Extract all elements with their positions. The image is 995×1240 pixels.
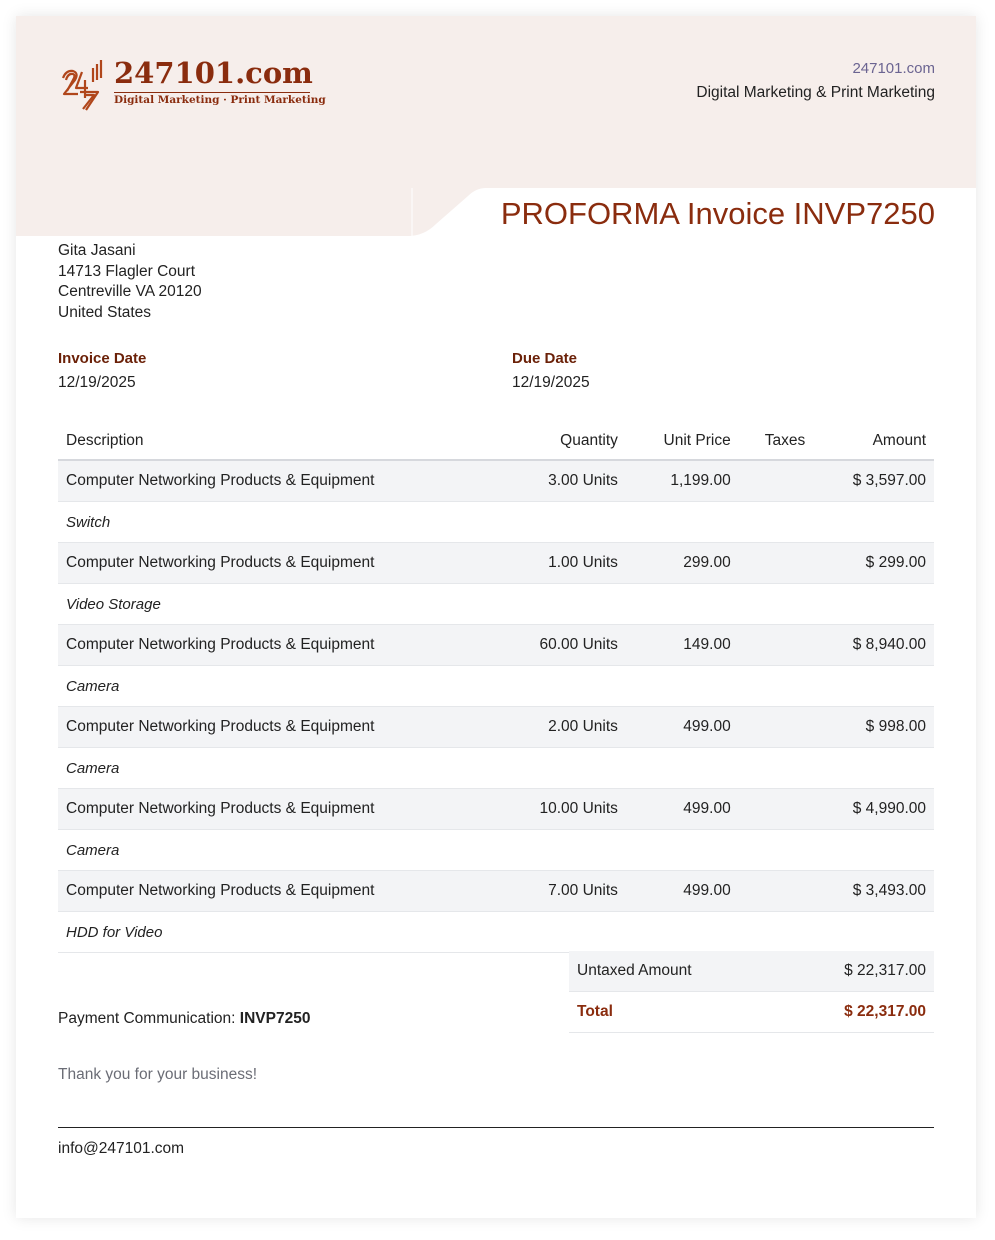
cell-description: Computer Networking Products & Equipment — [58, 543, 506, 584]
due-date-label: Due Date — [512, 350, 578, 367]
table-note-row — [58, 748, 934, 789]
cell-amount: $ 4,990.00 — [813, 789, 934, 830]
invoice-lines-table — [58, 423, 934, 953]
cell-unit-price: 499.00 — [626, 871, 739, 912]
cell-taxes — [739, 625, 814, 666]
untaxed-label: Untaxed Amount — [569, 951, 778, 992]
cell-taxes — [739, 789, 814, 830]
cell-description: Computer Networking Products & Equipment — [58, 789, 506, 830]
cell-taxes — [739, 871, 814, 912]
line-note: Switch — [58, 502, 934, 543]
cell-quantity: 1.00 Units — [506, 543, 626, 584]
cell-description: Computer Networking Products & Equipment — [58, 625, 506, 666]
company-tagline: Digital Marketing & Print Marketing — [696, 84, 935, 101]
due-date-value: 12/19/2025 — [512, 374, 590, 391]
customer-street: 14713 Flagler Court — [58, 262, 195, 280]
cell-unit-price: 299.00 — [626, 543, 739, 584]
logo-tagline: Digital Marketing · Print Marketing — [114, 94, 326, 106]
footer-email[interactable]: info@247101.com — [58, 1140, 185, 1157]
cell-description: Computer Networking Products & Equipment — [58, 460, 506, 502]
cell-amount: $ 3,597.00 — [813, 460, 934, 502]
line-note: Video Storage — [58, 584, 934, 625]
cell-unit-price: 499.00 — [626, 789, 739, 830]
cell-unit-price: 1,199.00 — [626, 460, 739, 502]
invoice-title: PROFORMA Invoice INVP7250 — [500, 196, 935, 231]
cell-unit-price: 149.00 — [626, 625, 739, 666]
cell-quantity: 7.00 Units — [506, 871, 626, 912]
customer-address — [58, 241, 202, 323]
col-header-quantity: Quantity — [506, 423, 626, 460]
footer-divider — [58, 1127, 934, 1128]
payment-reference: INVP7250 — [239, 1010, 311, 1027]
untaxed-row — [569, 951, 934, 992]
cell-amount: $ 998.00 — [813, 707, 934, 748]
invoice-date-label: Invoice Date — [58, 350, 147, 367]
company-logo — [60, 56, 326, 116]
thank-you-note: Thank you for your business! — [58, 1066, 258, 1083]
customer-city: Centreville VA 20120 — [58, 283, 202, 300]
cell-taxes — [739, 707, 814, 748]
table-note-row — [58, 830, 934, 871]
cell-description: Computer Networking Products & Equipment — [58, 871, 506, 912]
table-row — [58, 707, 934, 748]
cell-amount: $ 8,940.00 — [813, 625, 934, 666]
cell-quantity: 2.00 Units — [506, 707, 626, 748]
cell-quantity: 60.00 Units — [506, 625, 626, 666]
invoice-date-block — [58, 350, 146, 393]
logo-rule — [114, 92, 310, 93]
table-row — [58, 871, 934, 912]
col-header-taxes: Taxes — [739, 423, 814, 460]
table-row — [58, 543, 934, 584]
line-note: Camera — [58, 748, 934, 789]
table-header-row — [58, 423, 934, 460]
customer-name: Gita Jasani — [58, 242, 136, 259]
cell-unit-price: 499.00 — [626, 707, 739, 748]
company-website[interactable]: 247101.com — [852, 60, 935, 77]
table-note-row — [58, 502, 934, 543]
cell-description: Computer Networking Products & Equipment — [58, 707, 506, 748]
payment-communication — [58, 1010, 310, 1028]
total-row — [569, 992, 934, 1033]
table-row — [58, 460, 934, 502]
cell-amount: $ 299.00 — [813, 543, 934, 584]
line-note: Camera — [58, 830, 934, 871]
due-date-block — [512, 350, 590, 393]
untaxed-value: $ 22,317.00 — [778, 951, 934, 992]
table-row — [58, 625, 934, 666]
col-header-amount: Amount — [813, 423, 934, 460]
col-header-unit-price: Unit Price — [626, 423, 739, 460]
invoice-page — [16, 16, 976, 1218]
cell-quantity: 10.00 Units — [506, 789, 626, 830]
payment-label: Payment Communication: — [58, 1010, 240, 1027]
table-row — [58, 789, 934, 830]
table-note-row — [58, 666, 934, 707]
cell-taxes — [739, 543, 814, 584]
cell-taxes — [739, 460, 814, 502]
cell-amount: $ 3,493.00 — [813, 871, 934, 912]
total-label: Total — [569, 992, 778, 1033]
totals-table — [569, 951, 934, 1033]
company-info — [696, 60, 935, 104]
customer-country: United States — [58, 303, 152, 321]
table-note-row — [58, 912, 934, 953]
line-note: Camera — [58, 666, 934, 707]
logo-mark-icon — [60, 58, 104, 112]
invoice-date-value: 12/19/2025 — [58, 374, 136, 391]
total-value: $ 22,317.00 — [778, 992, 934, 1033]
col-header-description: Description — [58, 423, 506, 460]
line-note: HDD for Video — [58, 912, 934, 953]
cell-quantity: 3.00 Units — [506, 460, 626, 502]
table-note-row — [58, 584, 934, 625]
logo-name: 247101.com — [114, 56, 313, 90]
